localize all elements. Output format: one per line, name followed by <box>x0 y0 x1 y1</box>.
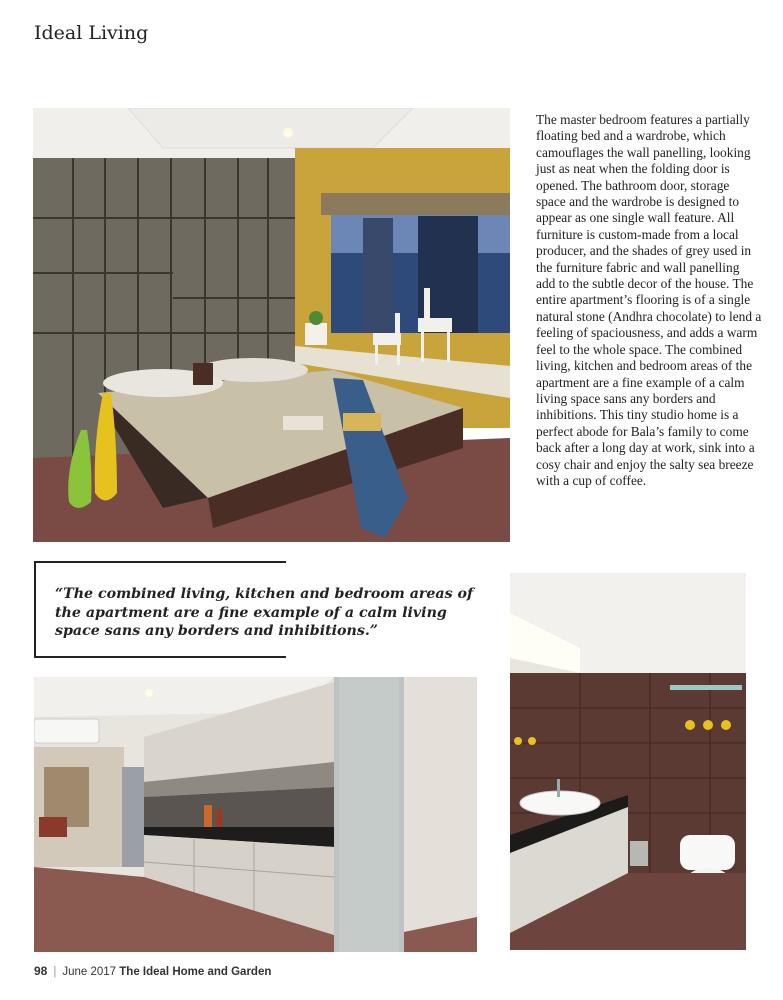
publication-name: The Ideal Home and Garden <box>119 966 272 978</box>
footer-separator: | <box>53 966 57 978</box>
kitchen-photo <box>34 677 477 952</box>
bedroom-photo <box>33 108 510 542</box>
bathroom-photo <box>510 573 746 950</box>
article-body-text: The master bedroom features a partially floating bed and a wardrobe, which camouflages the wall panelling, looking just as neat when the folding door is opened. The bathroom door, storage space and the wardrobe is designed to appear as one single wall feature. All furniture is custom-made from a local producer, and the shades of grey used in the furniture fabric and wall panelling add to the subtle decor of the house. The entire apartment’s flooring is of a single natural stone (Andhra chocolate) to lend a feeling of spaciousness, and adds a warm feel to the whole space. The combined living, kitchen and bedroom areas of the apartment are a fine example of a calm living space sans any borders and inhibitions. This tiny studio home is a perfect abode for Bala’s family to come back after a long day at work, sink into a cosy chair and enjoy the salty sea breeze with a cup of coffee. <box>536 112 762 488</box>
page-number: 98 <box>34 964 48 978</box>
section-title: Ideal Living <box>34 22 149 44</box>
issue-date: June 2017 <box>62 966 117 978</box>
page-footer <box>34 964 271 978</box>
pull-quote: “The combined living, kitchen and bedroom areas of the apartment are a fine example of a calm living space sans any borders and inhibitions.” <box>55 586 474 639</box>
